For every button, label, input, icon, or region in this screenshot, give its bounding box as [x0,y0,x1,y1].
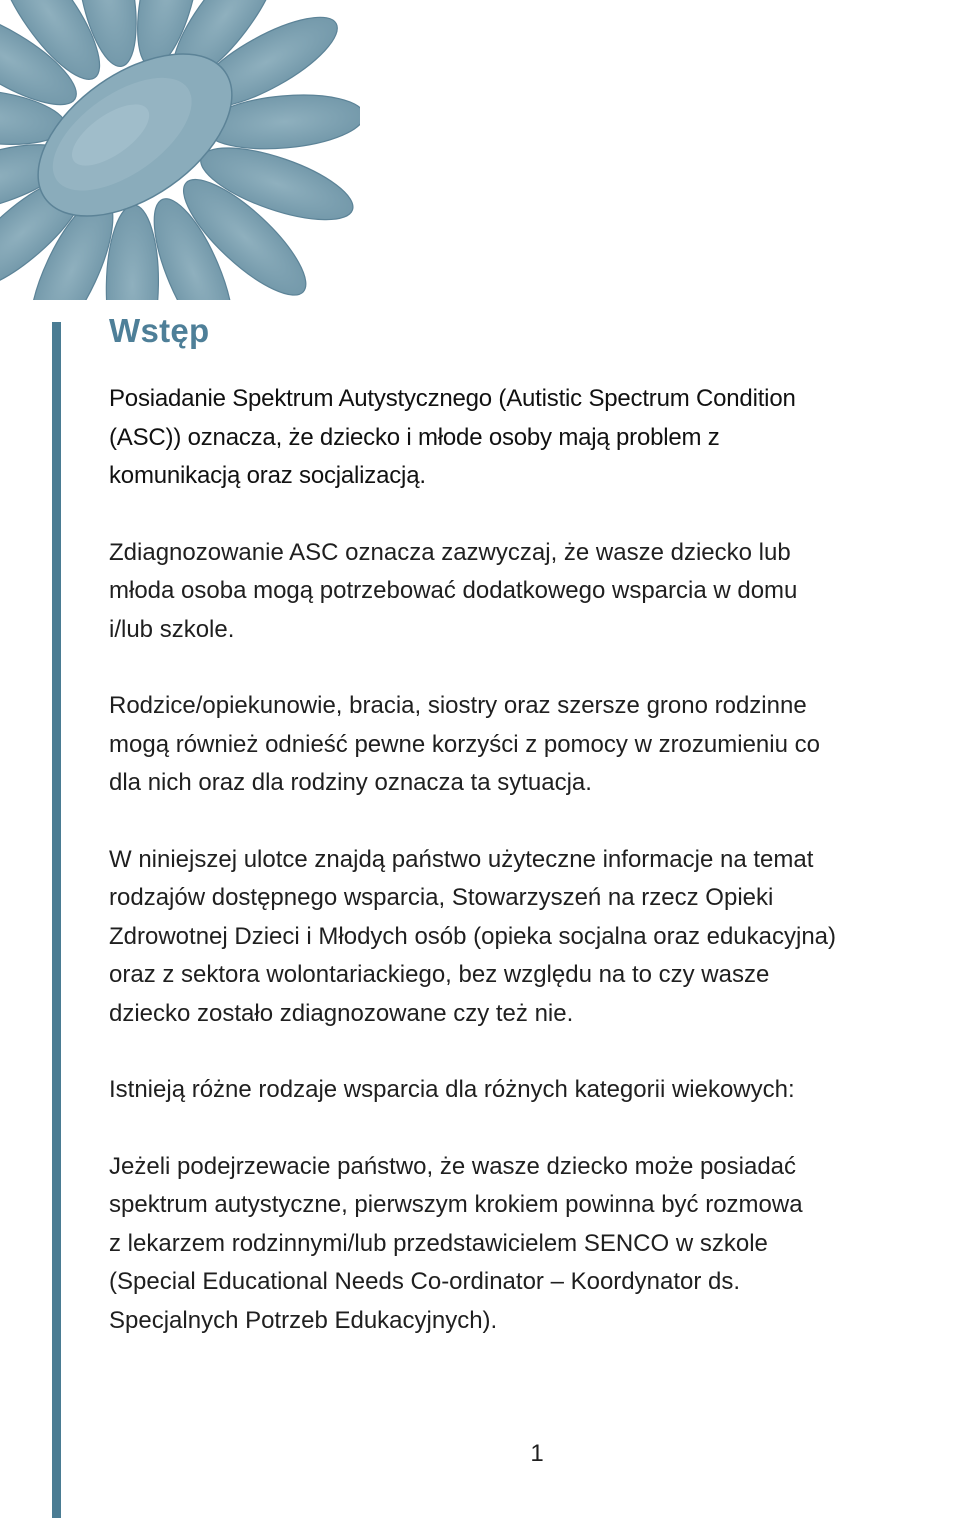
text-line: Zdrowotnej Dzieci i Młodych osób (opieka socjalna oraz edukacyjna) [109,922,837,950]
paragraph-support-types [109,1071,959,1110]
text-line: Specjalnych Potrzeb Edukacyjnych). [109,1306,498,1334]
text-line: dla nich oraz dla rodziny oznacza ta sytuacja. [109,769,592,796]
text-line: rodzajów dostępnego wsparcia, Stowarzyszeń na rzecz Opieki [109,884,774,911]
text-line: dziecko zostało zdiagnozowane czy też nie. [109,999,574,1027]
paragraph-intro [109,380,959,496]
text-line: z lekarzem rodzinnymi/lub przedstawicielem SENCO w szkole [109,1229,768,1257]
paragraph-leaflet-info [109,841,959,1034]
text-line: komunikacją oraz socjalizacją. [109,462,426,489]
paragraph-family [109,687,959,803]
text-line: (ASC)) oznacza, że dziecko i młode osoby mają problem z [109,423,720,451]
page-number: 1 [530,1440,544,1467]
text-line: mogą również odnieść pewne korzyści z pomocy w zrozumieniu co [109,730,820,758]
page-title: Wstęp [109,312,210,349]
text-line: oraz z sektora wolontariackiego, bez względu na to czy wasze [109,961,770,988]
text-line: (Special Educational Needs Co-ordinator – Koordynator ds. [109,1268,741,1295]
text-line: i/lub szkole. [109,615,235,643]
page-content [109,308,959,1378]
paragraph-first-step [109,1148,959,1341]
text-line: Jeżeli podejrzewacie państwo, że wasze dziecko może posiadać [109,1152,797,1180]
flower-illustration [0,0,360,300]
text-line: młoda osoba mogą potrzebować dodatkowego wsparcia w domu [109,577,798,604]
text-line: Posiadanie Spektrum Autystycznego (Autistic Spectrum Condition [109,385,796,412]
paragraph-diagnosis [109,534,959,650]
text-line: Istnieją różne rodzaje wsparcia dla różnych kategorii wiekowych: [109,1076,795,1103]
text-line: spektrum autystyczne, pierwszym krokiem powinna być rozmowa [109,1191,803,1218]
left-accent-bar [52,322,61,1518]
text-line: W niniejszej ulotce znajdą państwo użyteczne informacje na temat [109,845,814,873]
text-line: Zdiagnozowanie ASC oznacza zazwyczaj, że wasze dziecko lub [109,538,791,566]
text-line: Rodzice/opiekunowie, bracia, siostry oraz szersze grono rodzinne [109,692,807,719]
